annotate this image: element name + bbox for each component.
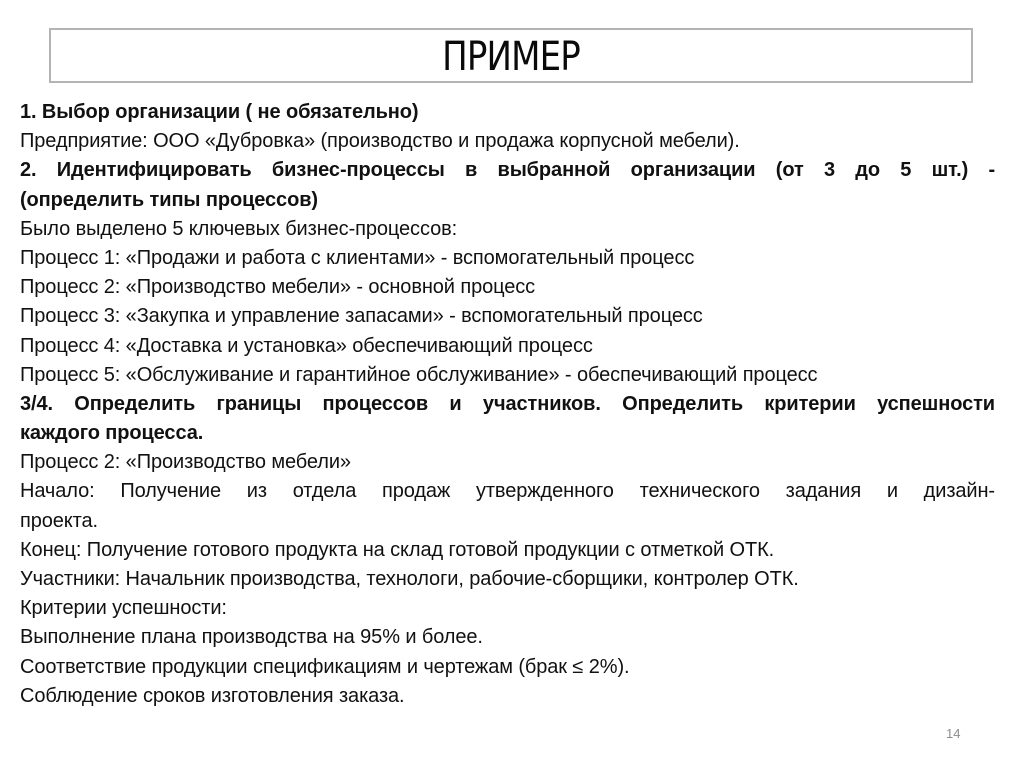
text-participants: Участники: Начальник производства, технологи, рабочие-сборщики, контролер ОТК. bbox=[20, 568, 799, 590]
heading-boundaries-cont: каждого процесса. bbox=[20, 422, 204, 445]
list-item-process-2: Процесс 2: «Производство мебели» - основной процесс bbox=[20, 276, 536, 299]
list-item-criterion-2: Соответствие продукции спецификациям и чертежам (брак ≤ 2%). bbox=[20, 655, 630, 678]
slide-body bbox=[20, 98, 995, 711]
list-item-process-5: Процесс 5: «Обслуживание и гарантийное обслуживание» - обеспечивающий процесс bbox=[20, 363, 818, 386]
text-criteria-heading: Критерии успешности: bbox=[20, 597, 227, 620]
heading-identify-processes-cont: (определить типы процессов) bbox=[20, 188, 318, 211]
slide-title-box bbox=[49, 28, 973, 83]
heading-select-organization: 1. Выбор организации ( не обязательно) bbox=[20, 101, 419, 123]
text-processes-intro: Было выделено 5 ключевых бизнес-процессов: bbox=[20, 217, 458, 240]
text-start-cont: проекта. bbox=[20, 509, 98, 532]
slide-title: ПРИМЕР bbox=[442, 33, 580, 80]
list-item-process-4: Процесс 4: «Доставка и установка» обеспечивающий процесс bbox=[20, 334, 593, 357]
list-item-criterion-1: Выполнение плана производства на 95% и более. bbox=[20, 626, 483, 649]
page-number: 14 bbox=[946, 726, 961, 741]
text-enterprise: Предприятие: ООО «Дубровка» (производство и продажа корпусной мебели). bbox=[20, 130, 740, 153]
list-item-process-1: Процесс 1: «Продажи и работа с клиентами» - вспомогательный процесс bbox=[20, 246, 695, 269]
text-process-2-title: Процесс 2: «Производство мебели» bbox=[20, 451, 351, 474]
heading-identify-processes: 2. Идентифицировать бизнес-процессы в выбранной организации (от 3 до 5 шт.) - bbox=[20, 159, 995, 182]
text-end: Конец: Получение готового продукта на склад готовой продукции с отметкой ОТК. bbox=[20, 538, 775, 561]
list-item-process-3: Процесс 3: «Закупка и управление запасами» - вспомогательный процесс bbox=[20, 305, 703, 328]
list-item-criterion-3: Соблюдение сроков изготовления заказа. bbox=[20, 684, 405, 707]
text-start: Начало: Получение из отдела продаж утвержденного технического задания и дизайн- bbox=[20, 480, 995, 503]
heading-boundaries: 3/4. Определить границы процессов и участников. Определить критерии успешности bbox=[20, 392, 995, 415]
